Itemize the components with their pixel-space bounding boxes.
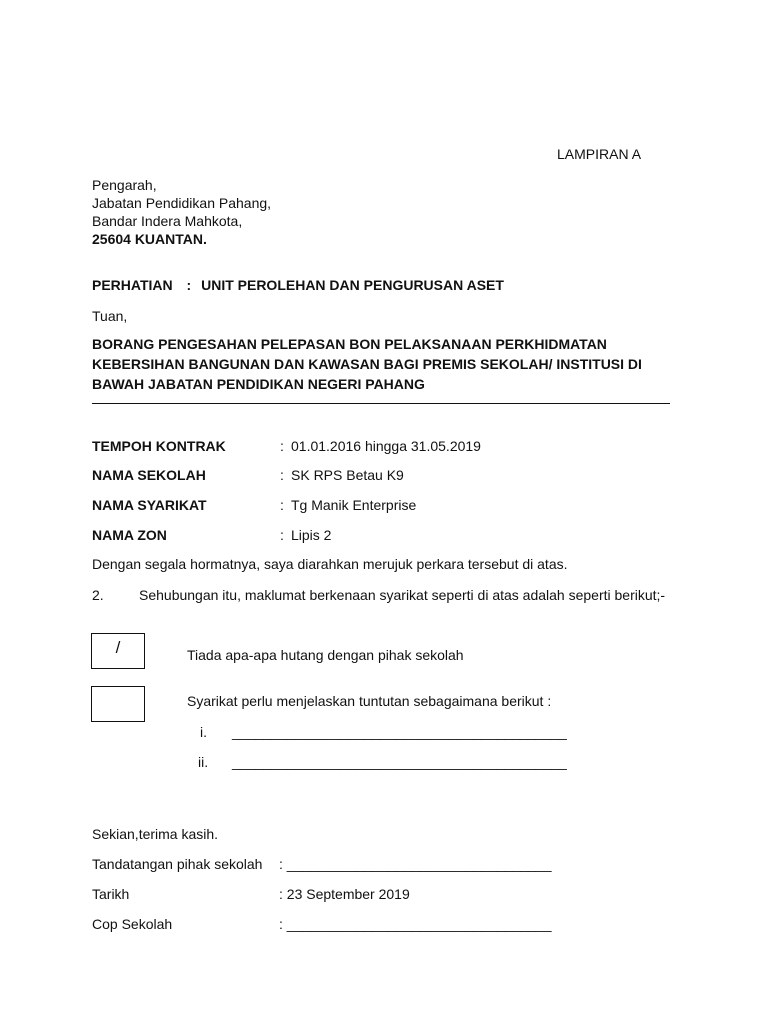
recipient-line: Jabatan Pendidikan Pahang,	[92, 195, 272, 211]
option-label-no-debt: Tiada apa-apa hutang dengan pihak sekolah	[187, 647, 464, 663]
closing-text: Sekian,terima kasih.	[92, 826, 219, 842]
option-checkbox-no-debt[interactable]	[91, 633, 145, 669]
title-line: KEBERSIHAN BANGUNAN DAN KAWASAN BAGI PREMIS SEKOLAH/ INSTITUSI DI	[92, 356, 642, 372]
date-value: : 23 September 2019	[279, 886, 410, 902]
option-checkbox-claims[interactable]	[91, 686, 145, 722]
field-separator: :	[280, 467, 284, 483]
signature-label: Tandatangan pihak sekolah	[92, 856, 263, 872]
recipient-postcode: 25604 KUANTAN.	[92, 231, 207, 247]
field-label: NAMA ZON	[92, 527, 167, 543]
stamp-field[interactable]: : __________________________________	[279, 916, 552, 932]
option-label-claims: Syarikat perlu menjelaskan tuntutan sebagaimana berikut :	[187, 693, 552, 709]
recipient-line: Pengarah,	[92, 177, 157, 193]
stamp-label: Cop Sekolah	[92, 916, 173, 932]
title-line: BORANG PENGESAHAN PELEPASAN BON PELAKSANAAN PERKHIDMATAN	[92, 336, 607, 352]
paragraph-text: Sehubungan itu, maklumat berkenaan syarikat seperti di atas adalah seperti berikut;-	[139, 587, 666, 603]
intro-paragraph: Dengan segala hormatnya, saya diarahkan merujuk perkara tersebut di atas.	[92, 556, 568, 572]
field-separator: :	[280, 497, 284, 513]
attention-value: UNIT PEROLEHAN DAN PENGURUSAN ASET	[201, 277, 504, 293]
title-underline	[92, 403, 670, 404]
field-label: NAMA SEKOLAH	[92, 467, 206, 483]
field-label: TEMPOH KONTRAK	[92, 438, 226, 454]
checkbox-mark: /	[115, 638, 121, 657]
field-value: SK RPS Betau K9	[291, 467, 404, 483]
field-value: 01.01.2016 hingga 31.05.2019	[291, 438, 481, 454]
salutation: Tuan,	[92, 308, 128, 324]
paragraph-number: 2.	[92, 587, 104, 603]
date-label: Tarikh	[92, 886, 130, 902]
attention-separator: :	[186, 277, 192, 293]
title-line: BAWAH JABATAN PENDIDIKAN NEGERI PAHANG	[92, 376, 425, 392]
claim-blank-line[interactable]: ___________________________________________	[232, 724, 567, 740]
attachment-label: LAMPIRAN A	[557, 146, 642, 162]
field-separator: :	[280, 527, 284, 543]
attention-label: PERHATIAN	[92, 277, 173, 293]
field-separator: :	[280, 438, 284, 454]
document-title	[92, 334, 642, 394]
recipient-line: Bandar Indera Mahkota,	[92, 213, 243, 229]
claim-number: ii.	[198, 754, 209, 770]
claim-blank-line[interactable]: ___________________________________________	[232, 754, 567, 770]
recipient-address	[92, 176, 271, 248]
field-value: Tg Manik Enterprise	[291, 497, 417, 513]
claim-number: i.	[200, 724, 207, 740]
attention-line	[92, 277, 504, 293]
signature-field[interactable]: : __________________________________	[279, 856, 552, 872]
field-label: NAMA SYARIKAT	[92, 497, 207, 513]
field-value: Lipis 2	[291, 527, 332, 543]
